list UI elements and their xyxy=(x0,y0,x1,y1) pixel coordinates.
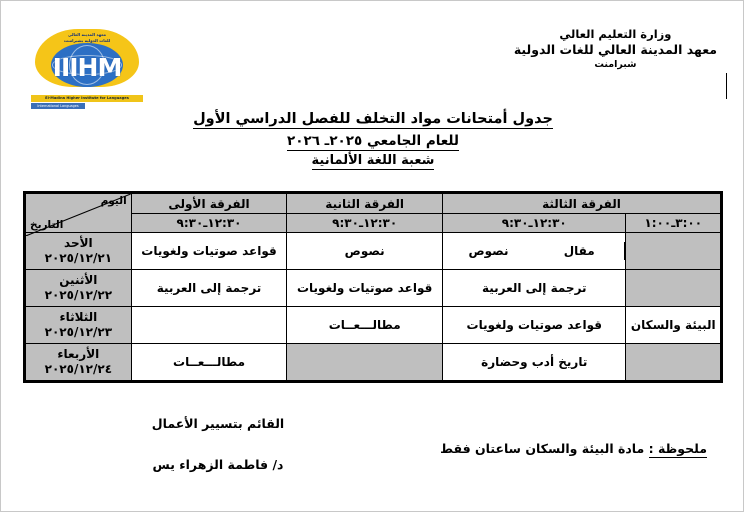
time-third-late: ٣:٠٠ـ١:٠٠ xyxy=(626,214,721,233)
ministry-name: وزارة التعليم العالي xyxy=(559,27,672,41)
ministry-header xyxy=(514,27,717,71)
page-title xyxy=(1,109,744,171)
cell-first: قواعد صوتيات ولغويات xyxy=(131,233,287,270)
time-second: ١٢:٣٠ـ٩:٣٠ xyxy=(287,214,443,233)
signature-block xyxy=(113,416,323,472)
signature-role: القائم بتسيير الأعمال xyxy=(151,416,285,431)
corner-day-date-cell xyxy=(26,194,132,233)
group-header-third: الفرقة الثالثة xyxy=(443,194,721,214)
cell-day-date xyxy=(26,270,132,307)
header-rule xyxy=(726,73,727,99)
cell-third-main-b: نصوص xyxy=(468,244,509,258)
cell-second: نصوص xyxy=(287,233,443,270)
day-date: ٢٠٢٥/١٢/٢٢ xyxy=(44,288,113,302)
title-line-3: شعبة اللغة الألمانية xyxy=(311,153,435,168)
table-row xyxy=(26,307,721,344)
logo-arc-text xyxy=(35,32,139,44)
footnote-text: مادة البيئة والسكان ساعتان فقط xyxy=(440,441,645,456)
cell-third-main-split xyxy=(443,233,626,270)
time-first: ١٢:٣٠ـ٩:٣٠ xyxy=(131,214,287,233)
cell-third-late xyxy=(626,270,721,307)
cell-second: مطالـــعــات xyxy=(287,307,443,344)
footnote-lead: ملحوظة : xyxy=(648,441,707,456)
logo-caption: El-Madina Higher Institute for Languages xyxy=(31,95,143,102)
logo-letters: IIIHM xyxy=(52,53,122,82)
logo-caption-secondary: International Languages xyxy=(31,103,85,109)
group-header-second: الفرقة الثانية xyxy=(287,194,443,214)
footnote xyxy=(440,441,707,456)
cell-day-date xyxy=(26,307,132,344)
cell-day-date xyxy=(26,344,132,381)
time-third-main: ١٢:٣٠ـ٩:٣٠ xyxy=(443,214,626,233)
cell-second xyxy=(287,344,443,381)
logo-badge xyxy=(35,29,139,93)
cell-third-main: تاريخ أدب وحضارة xyxy=(443,344,626,381)
table-header-groups xyxy=(26,194,721,214)
title-line-1: جدول أمتحانات مواد التخلف للفصل الدراسي الأول xyxy=(193,111,553,127)
table-row xyxy=(26,344,721,381)
institute-name: معهد المدينة العالي للغات الدولية xyxy=(513,42,717,58)
table-row xyxy=(26,233,721,270)
logo-arc-text-bottom: للغات الدولية بشبرامنت xyxy=(63,37,111,43)
institute-location: شبرامنت xyxy=(594,58,637,70)
cell-day-date xyxy=(26,233,132,270)
corner-date-label: التاريخ xyxy=(30,219,64,231)
cell-third-main-a: مقال xyxy=(534,242,625,260)
group-header-first: الفرقة الأولى xyxy=(131,194,287,214)
title-line-2: للعام الجامعي ٢٠٢٥ـ ٢٠٢٦ xyxy=(287,132,459,149)
cell-second: قواعد صوتيات ولغويات xyxy=(287,270,443,307)
cell-third-late xyxy=(626,344,721,381)
cell-third-main: قواعد صوتيات ولغويات xyxy=(443,307,626,344)
day-name: الأحد xyxy=(64,236,93,250)
cell-third-late: البيئة والسكان xyxy=(626,307,721,344)
corner-day-label: اليوم xyxy=(100,195,127,207)
cell-third-late xyxy=(626,233,721,270)
cell-first xyxy=(131,307,287,344)
day-date: ٢٠٢٥/١٢/٢١ xyxy=(44,251,113,265)
day-name: الأربعاء xyxy=(57,347,100,361)
logo-arc-text-top: معهد المدينة العالي xyxy=(67,32,107,37)
day-date: ٢٠٢٥/١٢/٢٣ xyxy=(44,325,113,339)
cell-first: مطالـــعــات xyxy=(131,344,287,381)
institute-logo xyxy=(31,29,143,113)
signature-name: د/ فاطمة الزهراء يس xyxy=(152,457,284,472)
cell-third-main: ترجمة إلى العربية xyxy=(443,270,626,307)
day-date: ٢٠٢٥/١٢/٢٤ xyxy=(44,362,113,376)
day-name: الأثنين xyxy=(59,273,98,287)
day-name: الثلاثاء xyxy=(59,310,98,324)
cell-first: ترجمة إلى العربية xyxy=(131,270,287,307)
table-row xyxy=(26,270,721,307)
exam-schedule-table xyxy=(23,191,723,383)
